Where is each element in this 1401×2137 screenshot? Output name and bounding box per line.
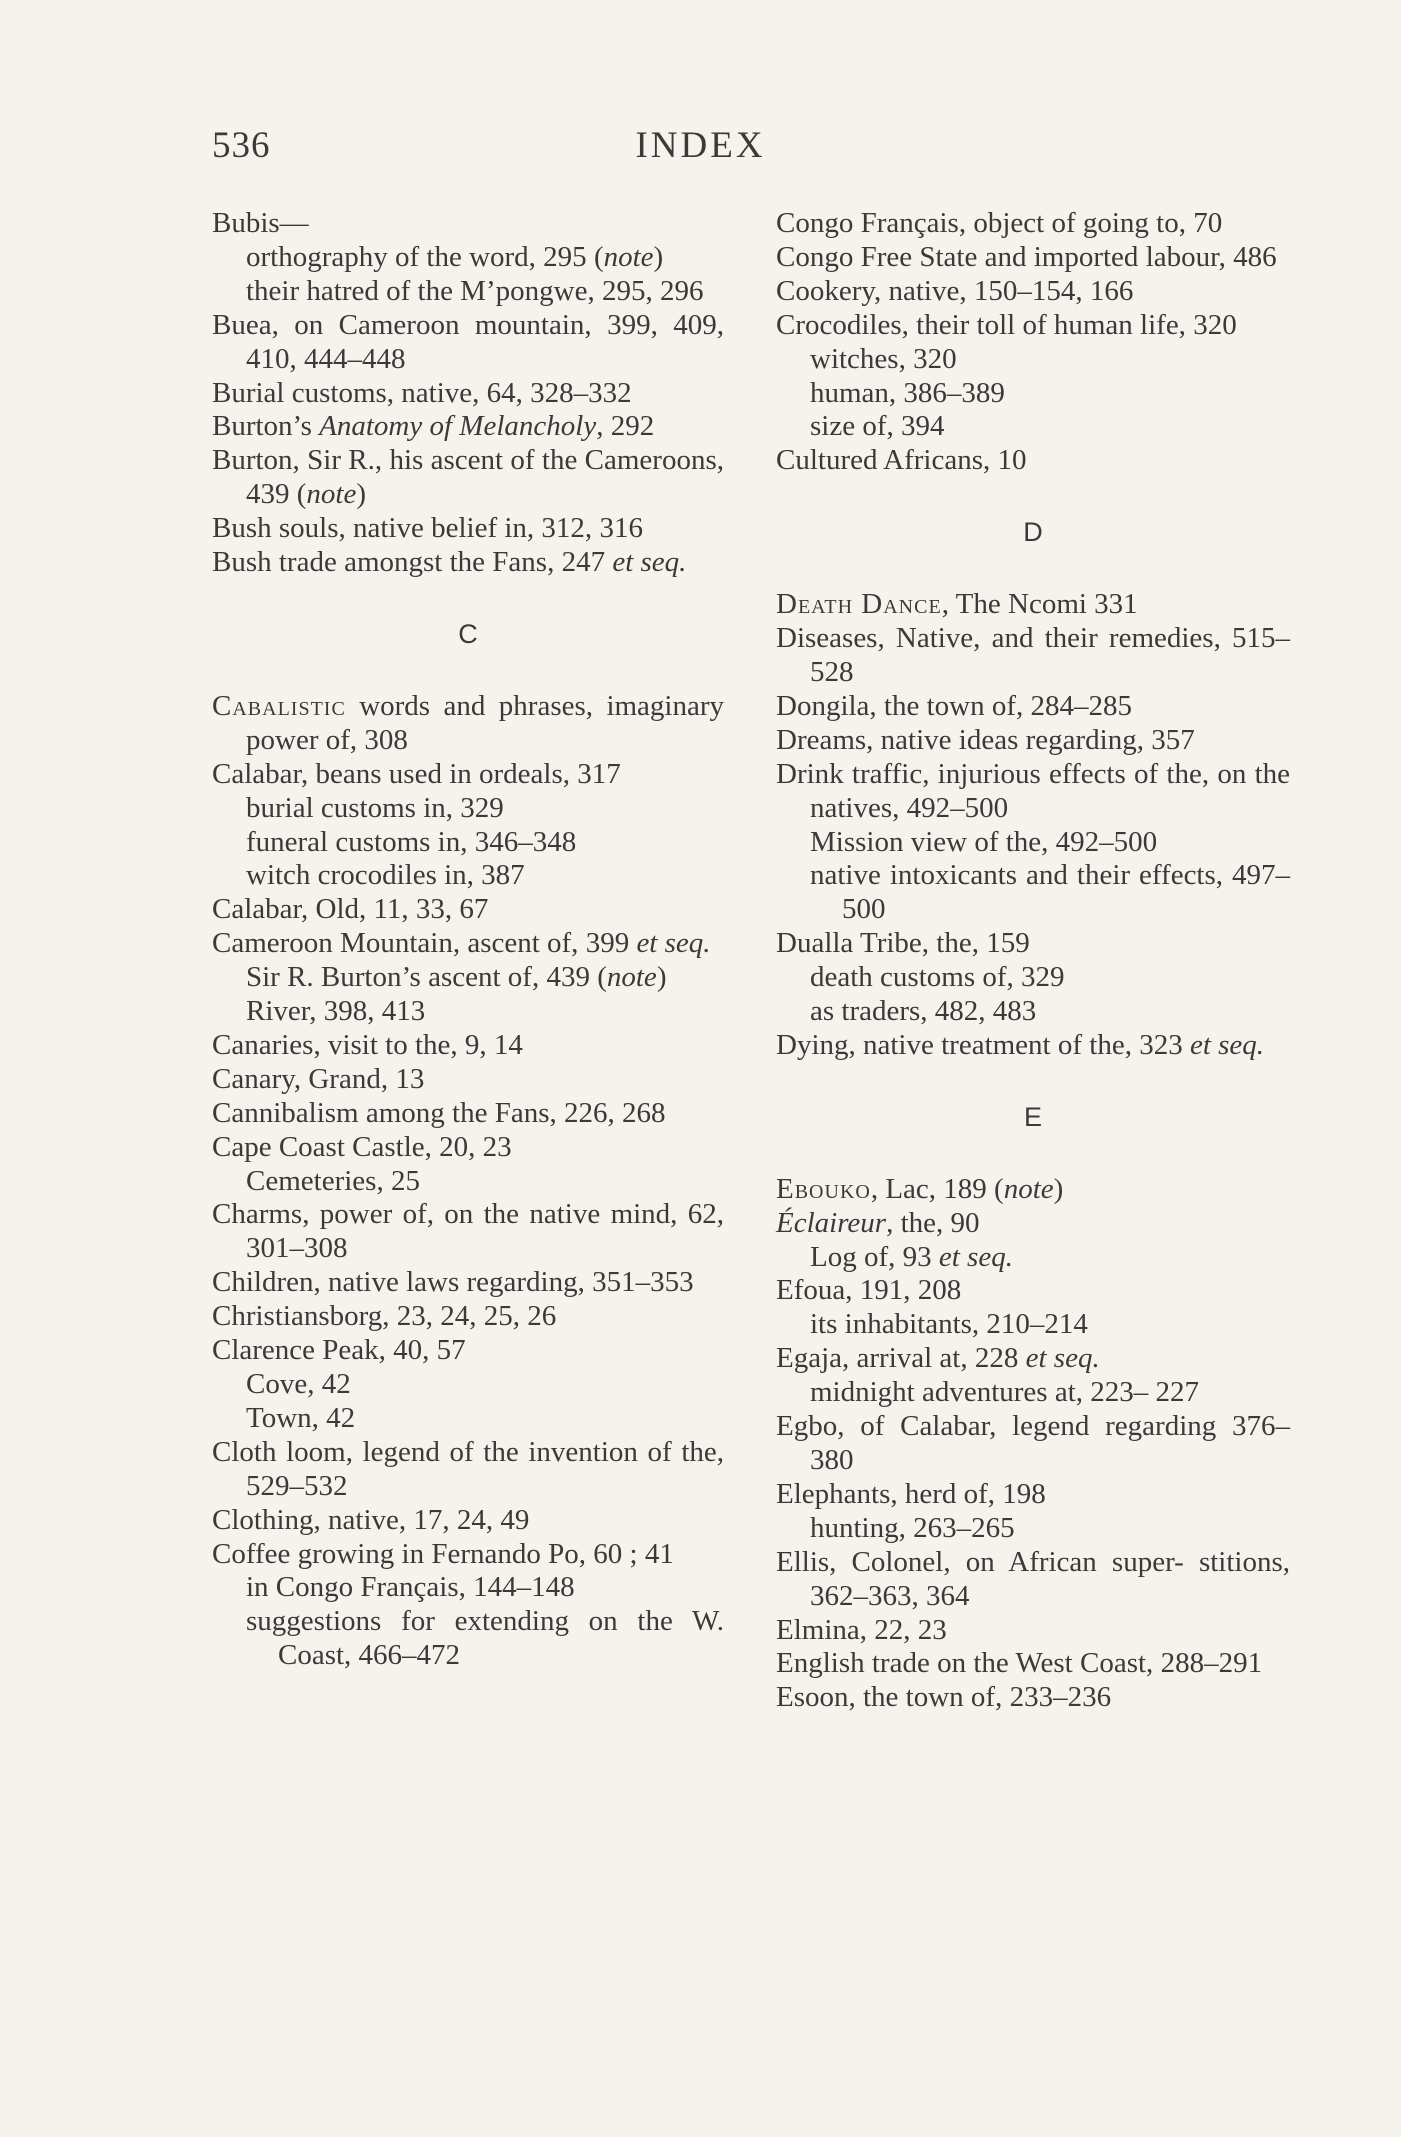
- index-line: 292: [610, 410, 655, 443]
- index-column-left: [212, 207, 724, 1673]
- index-line: Cultured Africans, 10: [776, 444, 1027, 477]
- index-line: in Congo Français, 144–148: [246, 1571, 575, 1604]
- index-entry: [776, 927, 1290, 961]
- index-line: size of, 394: [810, 410, 945, 443]
- index-line: Mission view of the, 492–500: [810, 825, 1158, 858]
- index-line: Children, native laws regarding,: [212, 1266, 585, 1299]
- index-line: Burton, Sir R., his ascent of the: [212, 444, 578, 477]
- index-entry: [776, 724, 1290, 758]
- index-entry: [212, 410, 724, 444]
- index-line: the W. Coast, 466–472: [278, 1605, 725, 1672]
- index-line: Bush souls, native belief in, 312,: [212, 512, 593, 545]
- index-subentry: [212, 241, 724, 275]
- index-subentry: [212, 792, 724, 826]
- index-subentry: [776, 961, 1290, 995]
- index-line: Bush trade amongst the Fans, 247: [212, 546, 606, 579]
- index-subentry: [212, 1605, 724, 1673]
- index-entry: [776, 1647, 1290, 1681]
- index-subentry: [212, 275, 724, 309]
- index-entry: [212, 927, 724, 961]
- index-line: Egbo, of Calabar, legend regarding: [776, 1410, 1217, 1443]
- index-line: (note): [593, 240, 664, 273]
- index-line: witches, 320: [810, 342, 957, 375]
- running-head: INDEX: [635, 125, 766, 166]
- index-line: Diseases, Native, and their remedies,: [776, 622, 1221, 655]
- index-entry: [776, 622, 1290, 690]
- index-line: hunting, 263–265: [810, 1511, 1015, 1544]
- index-line: Dongila, the town of, 284–285: [776, 689, 1133, 722]
- index-line: Egaja, arrival at, 228 et seq.: [776, 1342, 1100, 1375]
- index-line: Town, 42: [246, 1401, 356, 1434]
- index-line: Cameroon Mountain, ascent of,: [212, 927, 579, 960]
- index-line: orthography of the word, 295: [246, 240, 587, 273]
- index-entry: [776, 1614, 1290, 1648]
- index-line: Burial customs, native, 64, 328–332: [212, 376, 632, 409]
- index-line: its inhabitants, 210–214: [810, 1308, 1088, 1341]
- index-entry: [212, 1266, 724, 1300]
- index-entry: [776, 241, 1290, 275]
- index-entry: [212, 546, 724, 580]
- index-subentry: [776, 377, 1290, 411]
- index-line: Crocodiles, their toll of human life,: [776, 308, 1186, 341]
- index-line: as traders, 482, 483: [810, 995, 1037, 1028]
- index-line: stitions, 362–363, 364: [810, 1545, 1290, 1612]
- index-line: native intoxicants and their: [810, 859, 1131, 892]
- index-line: 357: [1151, 723, 1195, 756]
- index-line: Éclaireur, the, 90: [776, 1206, 980, 1239]
- index-subentry: [212, 995, 724, 1029]
- index-line: 376–380: [810, 1410, 1290, 1476]
- index-line: burial customs in, 329: [246, 791, 504, 824]
- index-line: 351–353: [592, 1266, 694, 1299]
- index-subentry: [212, 1402, 724, 1436]
- index-line: (note): [597, 961, 667, 994]
- index-entry: [212, 1538, 724, 1572]
- index-line: Cove, 42: [246, 1368, 351, 1400]
- index-entry: [212, 1131, 724, 1165]
- index-line: Drink traffic, injurious effects of the,: [776, 757, 1210, 790]
- index-line: Dreams, native ideas regarding,: [776, 723, 1144, 756]
- index-entry: [776, 1173, 1290, 1207]
- index-line: Esoon, the town of, 233–236: [776, 1681, 1112, 1714]
- index-line: Clothing, native, 17, 24, 49: [212, 1503, 530, 1536]
- index-line: funeral customs in, 346–348: [246, 825, 577, 858]
- index-subentry: [776, 1376, 1290, 1410]
- index-line: Log of, 93 et seq.: [810, 1240, 1013, 1273]
- index-line: 295, 296: [601, 274, 704, 307]
- index-subentry: [776, 1308, 1290, 1342]
- index-line: suggestions for extending on: [246, 1605, 618, 1638]
- index-line: 409, 410, 444–448: [246, 308, 725, 375]
- index-line: witch crocodiles in, 387: [246, 859, 525, 892]
- index-line: Coffee growing in Fernando Po, 60 ;: [212, 1537, 638, 1570]
- index-entry: [776, 758, 1290, 826]
- index-line: midnight adventures at, 223–: [810, 1376, 1149, 1409]
- page-number: 536: [212, 125, 271, 166]
- index-line: 227: [1155, 1376, 1200, 1409]
- index-entry: [212, 1436, 724, 1504]
- index-line: Elmina, 22, 23: [776, 1613, 947, 1646]
- index-line: Dualla Tribe, the, 159: [776, 927, 1030, 960]
- index-line: Burton’s Anatomy of Melancholy,: [212, 410, 604, 443]
- index-subentry: [212, 1368, 724, 1402]
- index-line: Death Dance, The Ncomi 331: [776, 588, 1138, 621]
- index-entry: [212, 512, 724, 546]
- index-line: Charms, power of, on the native: [212, 1198, 601, 1231]
- index-entry: [776, 1274, 1290, 1308]
- index-line: Buea, on Cameroon mountain, 399,: [212, 308, 658, 341]
- section-letter: C: [458, 618, 478, 649]
- index-line: Bubis—: [212, 207, 309, 239]
- index-subentry: [212, 859, 724, 893]
- section-letter: D: [1023, 517, 1043, 548]
- index-line: Calabar, beans used in ordeals, 317: [212, 757, 621, 790]
- index-line: Cloth loom, legend of the invention: [212, 1435, 638, 1468]
- index-line: 323 et seq.: [1139, 1028, 1265, 1061]
- index-entry: [212, 758, 724, 792]
- index-subentry: [212, 961, 724, 995]
- index-line: Dying, native treatment of the,: [776, 1028, 1132, 1061]
- index-entry: [212, 1029, 724, 1063]
- index-line: Sir R. Burton’s ascent of, 439: [246, 961, 590, 994]
- index-entry: [776, 1478, 1290, 1512]
- index-entry: [212, 1198, 724, 1266]
- index-entry: [212, 444, 724, 512]
- index-line: 316: [599, 512, 643, 545]
- index-entry: [776, 1410, 1290, 1478]
- index-entry: [212, 309, 724, 377]
- index-subentry: [776, 410, 1290, 444]
- index-entry: [776, 1681, 1290, 1715]
- index-line: Congo Free State and imported: [776, 240, 1139, 273]
- index-entry: [776, 309, 1290, 343]
- index-line: Calabar, Old, 11, 33, 67: [212, 893, 489, 926]
- index-entry: [776, 275, 1290, 309]
- index-line: 268: [622, 1096, 666, 1129]
- index-entry: [212, 1334, 724, 1368]
- index-line: their hatred of the M’pongwe,: [246, 274, 595, 307]
- index-subentry: [212, 1165, 724, 1199]
- index-entry: [212, 377, 724, 411]
- index-line: effects, 497–500: [842, 859, 1291, 926]
- index-entry: [776, 207, 1290, 241]
- index-entry: [776, 1207, 1290, 1241]
- index-subentry: [776, 343, 1290, 377]
- index-line: English trade on the West Coast,: [776, 1647, 1154, 1680]
- index-line: Cameroons, 439 (note): [246, 444, 724, 511]
- index-entry: [776, 690, 1290, 724]
- index-entry: [776, 1029, 1290, 1063]
- index-entry: [212, 207, 724, 241]
- index-subentry: [776, 1512, 1290, 1546]
- index-entry: [212, 1300, 724, 1334]
- index-line: Cape Coast Castle, 20, 23: [212, 1130, 512, 1163]
- index-entry: [212, 893, 724, 927]
- index-line: Efoua, 191, 208: [776, 1274, 962, 1307]
- index-line: 41: [644, 1537, 674, 1570]
- index-line: of the, 529–532: [246, 1435, 724, 1502]
- index-line: Ebouko, Lac, 189 (note): [776, 1172, 1064, 1205]
- index-line: River, 398, 413: [246, 995, 426, 1028]
- index-subentry: [776, 1241, 1290, 1275]
- index-line: Cannibalism among the Fans, 226,: [212, 1096, 615, 1129]
- index-line: et seq.: [612, 546, 687, 579]
- index-entry: [776, 588, 1290, 622]
- index-line: Canary, Grand, 13: [212, 1062, 425, 1095]
- index-line: human, 386–389: [810, 376, 1005, 409]
- section-letter: E: [1023, 1101, 1042, 1132]
- index-subentry: [776, 859, 1290, 927]
- index-column-right: [776, 207, 1290, 1715]
- index-line: Canaries, visit to the, 9, 14: [212, 1028, 523, 1061]
- index-line: imaginary power of, 308: [246, 689, 725, 756]
- index-entry: [212, 1097, 724, 1131]
- index-line: labour, 486: [1145, 240, 1277, 273]
- index-subentry: [776, 995, 1290, 1029]
- index-subentry: [212, 1571, 724, 1605]
- index-entry: [212, 1063, 724, 1097]
- index-subentry: [776, 826, 1290, 860]
- page-header: [0, 124, 1401, 168]
- index-line: Cemeteries, 25: [246, 1164, 420, 1197]
- index-entry: [212, 690, 724, 758]
- index-line: 288–291: [1160, 1647, 1263, 1680]
- index-line: 515–528: [810, 622, 1290, 688]
- index-line: mind, 62, 301–308: [246, 1198, 724, 1265]
- index-line: Cookery, native, 150–154, 166: [776, 274, 1134, 307]
- index-line: Elephants, herd of, 198: [776, 1477, 1046, 1510]
- index-line: on the natives, 492–500: [810, 757, 1290, 824]
- index-line: Ellis, Colonel, on African super-: [776, 1545, 1184, 1578]
- index-entry: [776, 1546, 1290, 1614]
- index-entry: [776, 444, 1290, 478]
- index-line: Christiansborg, 23, 24, 25, 26: [212, 1300, 557, 1333]
- index-entry: [212, 1504, 724, 1538]
- index-line: death customs of, 329: [810, 961, 1065, 994]
- index-entry: [776, 1342, 1290, 1376]
- index-line: Clarence Peak, 40, 57: [212, 1334, 466, 1367]
- index-line: 399 et seq.: [585, 927, 711, 960]
- index-line: Cabalistic words and phrases,: [212, 689, 594, 722]
- index-line: Congo Français, object of going to, 70: [776, 207, 1223, 239]
- index-subentry: [212, 826, 724, 860]
- index-line: 320: [1193, 308, 1237, 341]
